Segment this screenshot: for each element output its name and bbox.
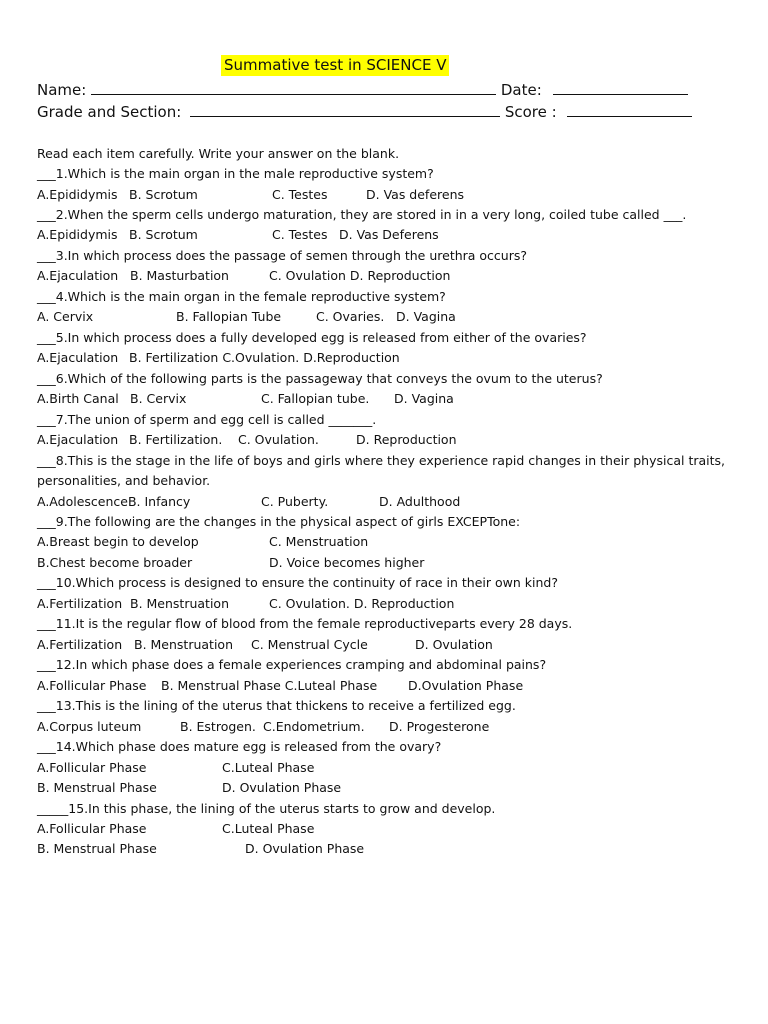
q15-option-d: D. Ovulation Phase <box>245 841 365 856</box>
q8-option-c: C. Puberty. <box>261 494 329 509</box>
score-blank[interactable] <box>567 101 692 117</box>
question-12: ___12.In which phase does a female experiences cramping and abdominal pains? <box>37 657 547 672</box>
question-3: ___3.In which process does the passage of semen through the urethra occurs? <box>37 248 528 263</box>
q6-option-c: C. Fallopian tube. <box>261 391 370 406</box>
q6-option-a: A.Birth Canal <box>37 391 119 406</box>
q3-option-b: B. Masturbation <box>130 268 229 283</box>
question-11: ___11.It is the regular flow of blood from the female reproductiveparts every 28 days. <box>37 616 573 631</box>
q2-option-d: D. Vas Deferens <box>339 227 439 242</box>
q14-option-c: C.Luteal Phase <box>222 760 315 775</box>
q7-option-a: A.Ejaculation <box>37 432 119 447</box>
question-5: ___5.In which process does a fully developed egg is released from either of the ovaries? <box>37 330 587 345</box>
name-label: Name: <box>37 81 87 99</box>
q1-option-d: D. Vas deferens <box>366 187 465 202</box>
question-4: ___4.Which is the main organ in the female reproductive system? <box>37 289 446 304</box>
q5-option-a: A.Ejaculation <box>37 350 119 365</box>
q3-option-cd: C. Ovulation D. Reproduction <box>269 268 451 283</box>
page-title: Summative test in SCIENCE V <box>221 55 449 76</box>
q12-option-d: D.Ovulation Phase <box>408 678 524 693</box>
q14-option-d: D. Ovulation Phase <box>222 780 342 795</box>
q7-option-d: D. Reproduction <box>356 432 457 447</box>
q13-option-b: B. Estrogen. <box>180 719 256 734</box>
q2-option-c: C. Testes <box>272 227 328 242</box>
question-13: ___13.This is the lining of the uterus that thickens to receive a fertilized egg. <box>37 698 516 713</box>
question-1: ___1.Which is the main organ in the male reproductive system? <box>37 166 434 181</box>
q10-option-b: B. Menstruation <box>130 596 229 611</box>
q15-option-c: C.Luteal Phase <box>222 821 315 836</box>
date-label: Date: <box>500 81 542 99</box>
q10-option-a: A.Fertilization <box>37 596 123 611</box>
question-10: ___10.Which process is designed to ensure the continuity of race in their own kind? <box>37 575 558 590</box>
q15-option-b: B. Menstrual Phase <box>37 841 157 856</box>
question-2: ___2.When the sperm cells undergo maturation, they are stored in in a very long, coiled tube called ___. <box>37 207 687 222</box>
q5-option-bcd: B. Fertilization C.Ovulation. D.Reproduction <box>129 350 400 365</box>
q9-option-a: A.Breast begin to develop <box>37 534 199 549</box>
q14-option-a: A.Follicular Phase <box>37 760 147 775</box>
question-15: _____15.In this phase, the lining of the uterus starts to grow and develop. <box>37 801 496 816</box>
q7-option-c: C. Ovulation. <box>238 432 319 447</box>
q2-option-b: B. Scrotum <box>129 227 198 242</box>
q1-option-a: A.Epididymis <box>37 187 118 202</box>
question-7: ___7.The union of sperm and egg cell is called _______. <box>37 412 377 427</box>
q6-option-b: B. Cervix <box>130 391 187 406</box>
q7-option-b: B. Fertilization. <box>129 432 223 447</box>
question-14: ___14.Which phase does mature egg is released from the ovary? <box>37 739 442 754</box>
name-blank[interactable] <box>91 79 496 95</box>
q4-option-c: C. Ovaries. <box>316 309 385 324</box>
q1-option-b: B. Scrotum <box>129 187 198 202</box>
grade-score-row <box>37 101 692 122</box>
q9-option-b: B.Chest become broader <box>37 555 193 570</box>
q15-option-a: A.Follicular Phase <box>37 821 147 836</box>
grade-section-label: Grade and Section: <box>37 103 182 121</box>
q8-option-ab: A.AdolescenceB. Infancy <box>37 494 191 509</box>
q11-option-b: B. Menstruation <box>134 637 233 652</box>
q8-option-d: D. Adulthood <box>379 494 461 509</box>
q3-option-a: A.Ejaculation <box>37 268 119 283</box>
q11-option-c: C. Menstrual Cycle <box>251 637 368 652</box>
question-8-continued: personalities, and behavior. <box>37 473 211 488</box>
q13-option-a: A.Corpus luteum <box>37 719 142 734</box>
date-blank[interactable] <box>553 79 688 95</box>
q1-option-c: C. Testes <box>272 187 328 202</box>
q4-option-d: D. Vagina <box>396 309 456 324</box>
q9-option-c: C. Menstruation <box>269 534 369 549</box>
q11-option-a: A.Fertilization <box>37 637 123 652</box>
q13-option-d: D. Progesterone <box>389 719 490 734</box>
name-date-row <box>37 79 688 100</box>
q13-option-c: C.Endometrium. <box>263 719 365 734</box>
q10-option-cd: C. Ovulation. D. Reproduction <box>269 596 455 611</box>
q4-option-b: B. Fallopian Tube <box>176 309 282 324</box>
q14-option-b: B. Menstrual Phase <box>37 780 157 795</box>
question-8: ___8.This is the stage in the life of boys and girls where they experience rapid changes in their physical traits, <box>37 453 726 468</box>
question-6: ___6.Which of the following parts is the passageway that conveys the ovum to the uterus? <box>37 371 603 386</box>
q2-option-a: A.Epididymis <box>37 227 118 242</box>
instructions: Read each item carefully. Write your answer on the blank. <box>37 146 400 161</box>
q9-option-d: D. Voice becomes higher <box>269 555 425 570</box>
score-label: Score : <box>504 103 557 121</box>
grade-section-blank[interactable] <box>190 101 500 117</box>
q4-option-a: A. Cervix <box>37 309 94 324</box>
q12-option-bc: B. Menstrual Phase C.Luteal Phase <box>161 678 378 693</box>
question-9: ___9.The following are the changes in the physical aspect of girls EXCEPTone: <box>37 514 521 529</box>
q11-option-d: D. Ovulation <box>415 637 493 652</box>
q12-option-a: A.Follicular Phase <box>37 678 147 693</box>
q6-option-d: D. Vagina <box>394 391 454 406</box>
